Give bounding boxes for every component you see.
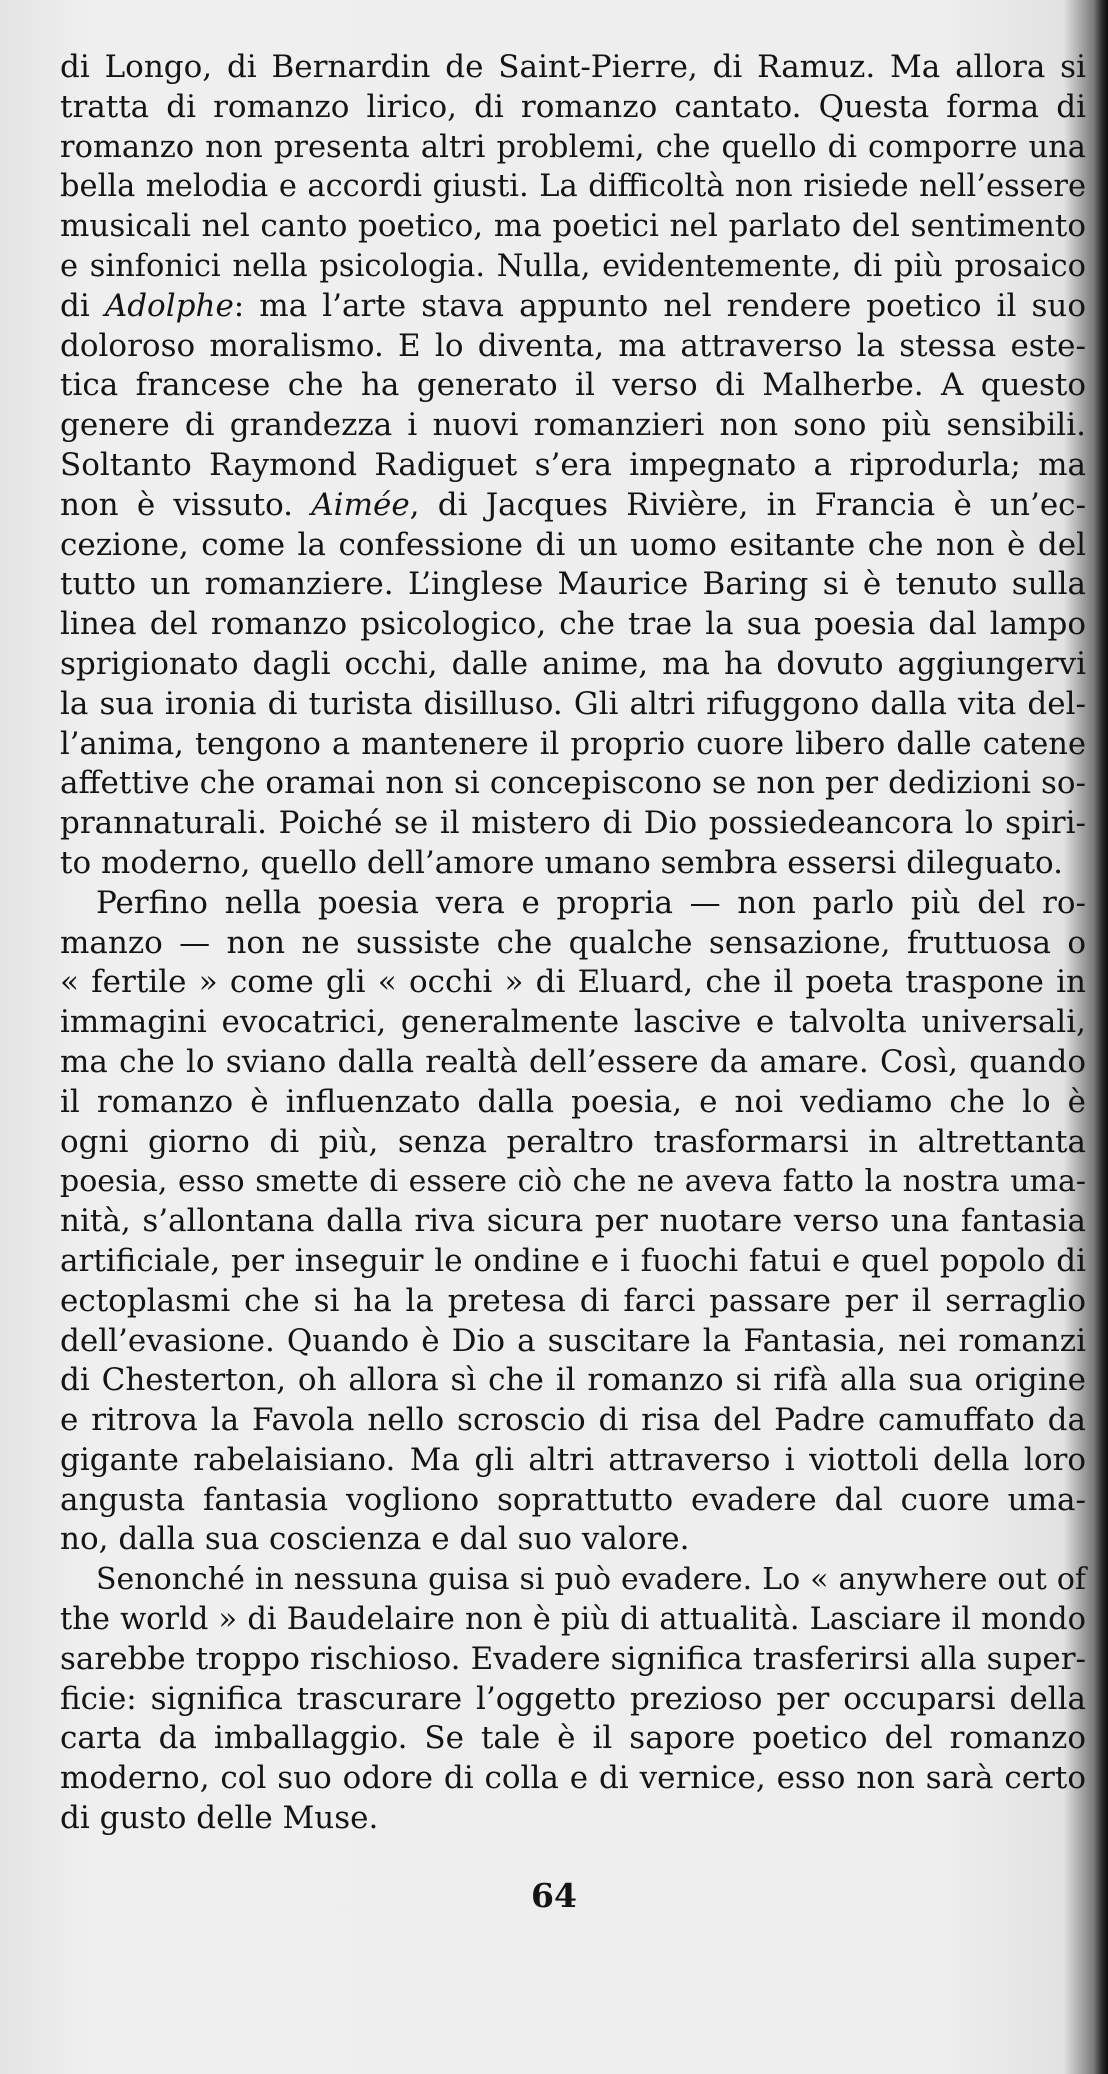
text-line: moderno, col suo odore di colla e di vernice, esso non sarà certo: [60, 1760, 1086, 1797]
text-line: Perfino nella poesia vera e propria — non parlo più del ro-: [96, 884, 1086, 921]
text-line: angusta fantasia vogliono soprattutto evadere dal cuore uma-: [60, 1481, 1086, 1518]
text-line: ma che lo sviano dalla realtà dell’essere da amare. Così, quando: [60, 1043, 1086, 1080]
paragraph-1: [60, 48, 1086, 884]
text-line: Soltanto Raymond Radiguet s’era impegnato a riprodurla; ma: [60, 446, 1086, 483]
text-line: Senonché in nessuna guisa si può evadere. Lo « anywhere out of: [96, 1562, 1086, 1598]
text-line: musicali nel canto poetico, ma poetici nel parlato del sentimento: [60, 208, 1086, 245]
paragraph-2: [60, 884, 1086, 1561]
text-line: di gusto delle Muse.: [60, 1800, 379, 1837]
text-line: ectoplasmi che si ha la pretesa di farci passare per il serraglio: [60, 1282, 1086, 1319]
text-line: artificiale, per inseguir le ondine e i fuochi fatui e quel popolo di: [60, 1242, 1086, 1279]
text-line: l’anima, tengono a mantenere il proprio cuore libero dalle catene: [60, 726, 1086, 762]
text-line: tratta di romanzo lirico, di romanzo cantato. Questa forma di: [60, 88, 1086, 125]
page-number: 64: [531, 1876, 577, 1915]
text-line: immagini evocatrici, generalmente lascive e talvolta universali,: [60, 1004, 1086, 1041]
body-text: [60, 48, 1086, 1839]
text-line: romanzo non presenta altri problemi, che quello di comporre una: [60, 129, 1086, 165]
text-line: doloroso moralismo. E lo diventa, ma attraverso la stessa este-: [60, 327, 1086, 364]
text-line: di Adolphe: ma l’arte stava appunto nel rendere poetico il suo: [60, 287, 1086, 324]
text-line: di Chesterton, oh allora sì che il romanzo si rifà alla sua origine: [60, 1362, 1086, 1399]
text-line: bella melodia e accordi giusti. La difficoltà non risiede nell’essere: [60, 169, 1086, 205]
text-line: prannaturali. Poiché se il mistero di Dio possiedeancora lo spiri-: [60, 805, 1086, 842]
text-line: tica francese che ha generato il verso di Malherbe. A questo: [60, 367, 1086, 404]
text-line: the world » di Baudelaire non è più di attualità. Lasciare il mondo: [60, 1602, 1086, 1638]
text-line: sprigionato dagli occhi, dalle anime, ma ha dovuto aggiungervi: [60, 645, 1086, 682]
text-line: carta da imballaggio. Se tale è il sapore poetico del romanzo: [60, 1720, 1086, 1757]
text-line: il romanzo è influenzato dalla poesia, e noi vediamo che lo è: [60, 1083, 1086, 1120]
text-line: e ritrova la Favola nello scroscio di risa del Padre camuffato da: [60, 1402, 1086, 1439]
text-line: la sua ironia di turista disilluso. Gli altri rifuggono dalla vita del-: [60, 685, 1086, 722]
text-line: non è vissuto. Aimée, di Jacques Rivière, in Francia è un’ec-: [60, 486, 1086, 523]
text-line: tutto un romanziere. L’inglese Maurice Baring si è tenuto sulla: [60, 566, 1086, 603]
text-line: linea del romanzo psicologico, che trae la sua poesia dal lampo: [60, 606, 1086, 643]
text-line: ogni giorno di più, senza peraltro trasformarsi in altrettanta: [60, 1123, 1086, 1160]
text-line: nità, s’allontana dalla riva sicura per nuotare verso una fantasia: [60, 1203, 1086, 1240]
text-line: gigante rabelaisiano. Ma gli altri attraverso i viottoli della loro: [60, 1441, 1086, 1478]
text-line: dell’evasione. Quando è Dio a suscitare la Fantasia, nei romanzi: [60, 1322, 1086, 1359]
paragraph-3: [60, 1560, 1086, 1839]
text-line: e sinfonici nella psicologia. Nulla, evidentemente, di più prosaico: [60, 248, 1086, 284]
text-line: to moderno, quello dell’amore umano sembra essersi dileguato.: [60, 844, 1064, 881]
text-line: ficie: significa trascurare l’oggetto prezioso per occuparsi della: [60, 1680, 1086, 1717]
text-line: affettive che oramai non si concepiscono se non per dedizioni so-: [60, 765, 1086, 802]
text-line: sarebbe troppo rischioso. Evadere significa trasferirsi alla super-: [60, 1640, 1086, 1677]
text-line: « fertile » come gli « occhi » di Eluard, che il poeta traspone in: [60, 964, 1086, 1001]
text-line: cezione, come la confessione di un uomo esitante che non è del: [60, 526, 1086, 563]
text-line: di Longo, di Bernardin de Saint-Pierre, di Ramuz. Ma allora si: [60, 49, 1086, 85]
text-line: manzo — non ne sussiste che qualche sensazione, fruttuosa o: [60, 924, 1086, 961]
text-line: genere di grandezza i nuovi romanzieri non sono più sensibili.: [60, 407, 1086, 444]
page-edge-shadow: [1094, 0, 1108, 2074]
text-line: no, dalla sua coscienza e dal suo valore.: [60, 1521, 690, 1558]
text-line: poesia, esso smette di essere ciò che ne aveva fatto la nostra uma-: [60, 1164, 1086, 1200]
